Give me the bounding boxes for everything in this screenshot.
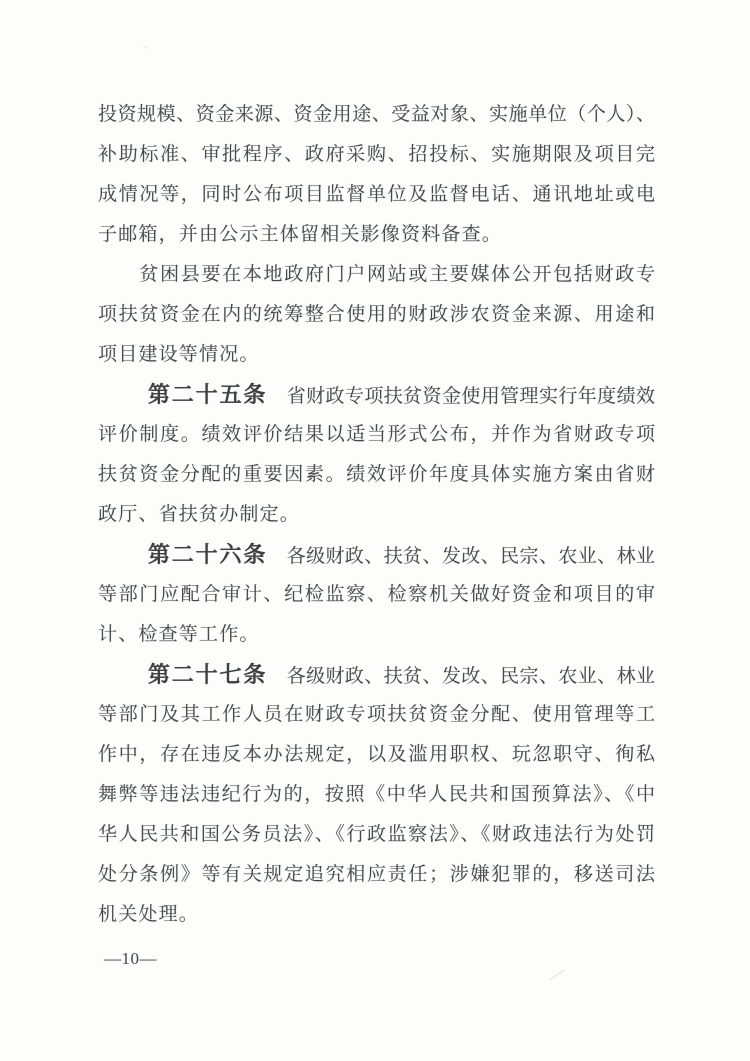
text-line: 政厅、省扶贫办制定。 [98, 504, 301, 525]
text-line: 机关处理。 [98, 904, 200, 925]
text-line: 舞弊等违法违纪行为的，按照《中华人民共和国预算法》、《中 [98, 784, 655, 805]
text-line: 华人民共和国公务员法》、《行政监察法》、《财政违法行为处罚 [98, 824, 655, 845]
text-line: 投资规模、资金来源、资金用途、受益对象、实施单位（个人）、 [98, 104, 655, 125]
text-line: 计、检查等工作。 [98, 624, 260, 645]
text-line: 第二十七条 各级财政、扶贫、发改、民宗、农业、林业 [147, 662, 655, 687]
document-body [98, 95, 655, 935]
text-line: 扶贫资金分配的重要因素。绩效评价年度具体实施方案由省财 [98, 464, 655, 485]
scan-artifact-dot [143, 46, 147, 49]
article-number: 第二十七条 [147, 662, 268, 687]
scan-artifact-mark [549, 969, 565, 981]
page-number: —10— [104, 949, 157, 968]
text-line: 项扶贫资金在内的统筹整合使用的财政涉农资金来源、用途和 [98, 304, 655, 325]
text-line: 第二十六条 各级财政、扶贫、发改、民宗、农业、林业 [147, 542, 655, 567]
text-line: 项目建设等情况。 [98, 344, 260, 365]
text-line: 成情况等，同时公布项目监督单位及监督电话、通讯地址或电 [98, 184, 655, 205]
text-line: 等部门应配合审计、纪检监察、检察机关做好资金和项目的审 [98, 584, 655, 605]
article-number: 第二十六条 [147, 542, 268, 567]
text-line: 第二十五条 省财政专项扶贫资金使用管理实行年度绩效 [147, 382, 655, 407]
text-line: 补助标准、审批程序、政府采购、招投标、实施期限及项目完 [98, 144, 655, 165]
text-line: 等部门及其工作人员在财政专项扶贫资金分配、使用管理等工 [98, 704, 655, 725]
text-line: 评价制度。绩效评价结果以适当形式公布，并作为省财政专项 [98, 424, 655, 445]
text-line: 贫困县要在本地政府门户网站或主要媒体公开包括财政专 [98, 264, 655, 285]
text-line: 处分条例》等有关规定追究相应责任；涉嫌犯罪的，移送司法 [98, 864, 655, 885]
text-line: 作中，存在违反本办法规定，以及滥用职权、玩忽职守、徇私 [98, 744, 655, 765]
article-number: 第二十五条 [147, 382, 268, 407]
text-line: 子邮箱，并由公示主体留相关影像资料备查。 [98, 224, 503, 245]
